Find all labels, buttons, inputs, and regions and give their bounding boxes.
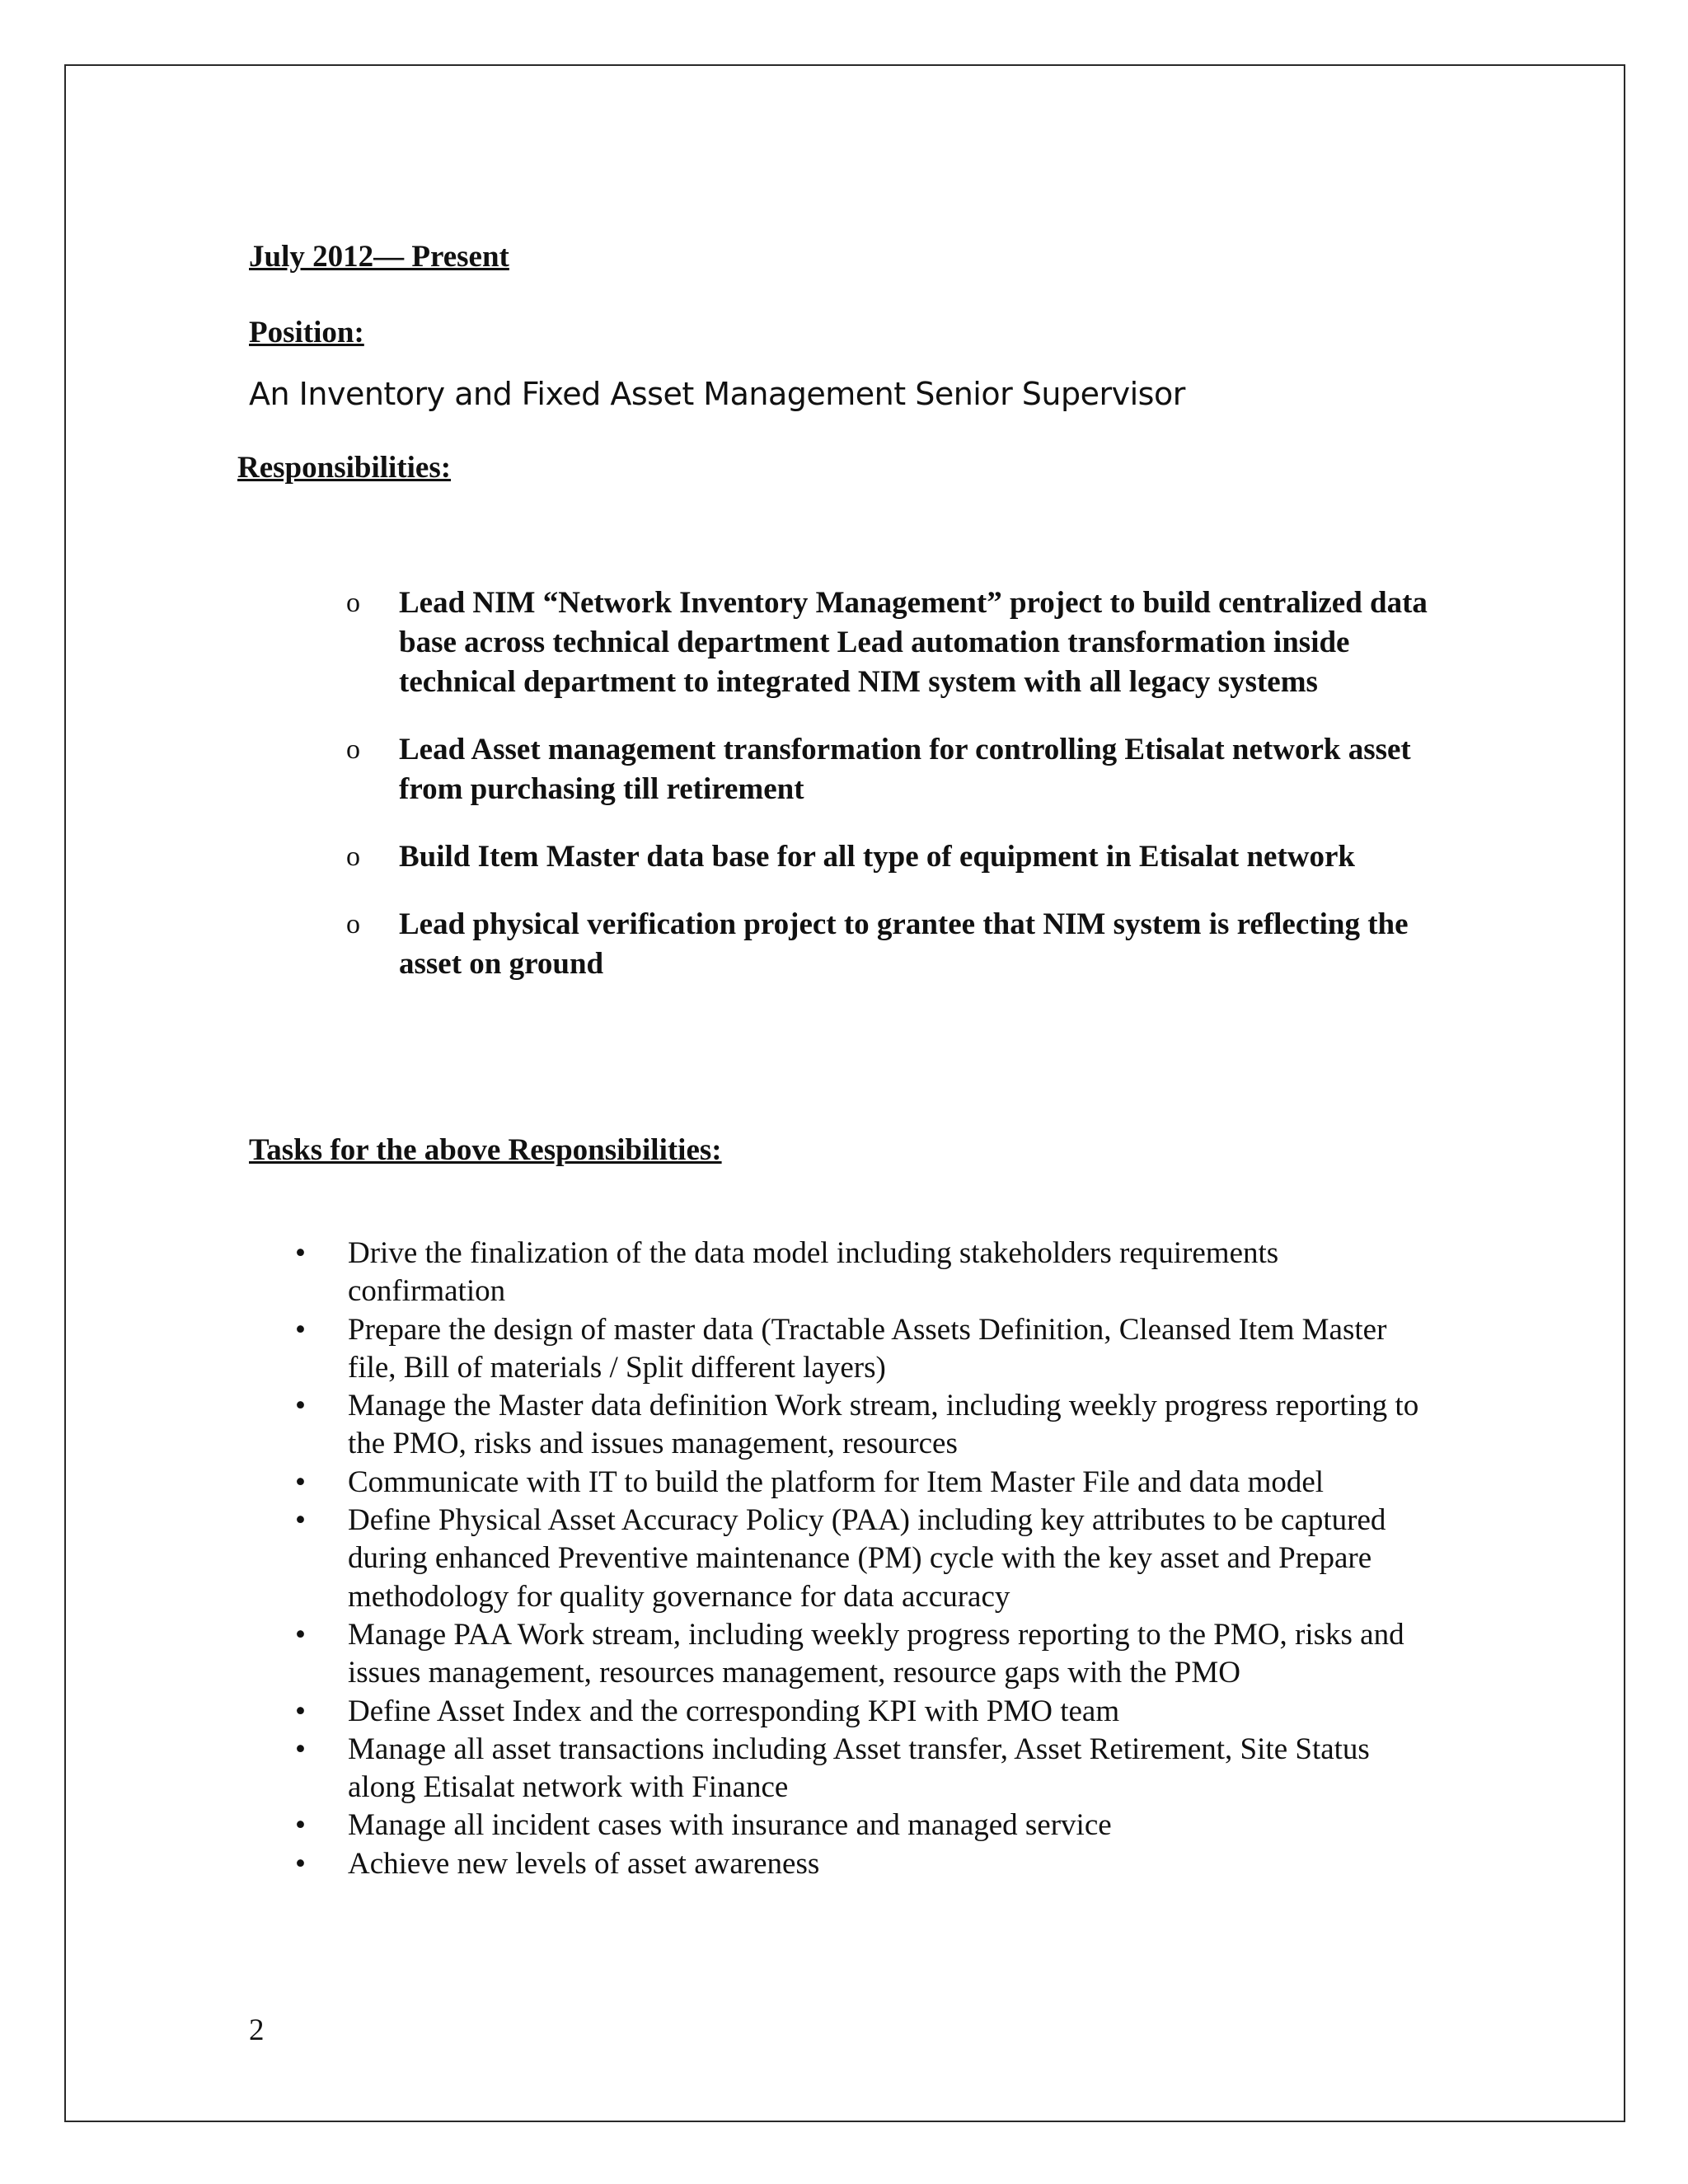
task-text: Prepare the design of master data (Tractable Assets Definition, Cleansed Item Master file, Bill of materials / Split different layers) — [348, 1312, 1387, 1385]
task-item — [293, 1845, 1431, 1883]
bullet-icon: • — [295, 1389, 306, 1423]
task-item — [293, 1502, 1431, 1616]
task-item — [293, 1616, 1431, 1693]
task-item — [293, 1464, 1431, 1502]
bullet-icon: • — [295, 1732, 306, 1766]
task-item — [293, 1731, 1431, 1807]
responsibilities-list — [346, 583, 1451, 1012]
responsibility-text: Lead NIM “Network Inventory Management” project to build centralized data base across technical department Lead automation transformation inside technical department to integrated NIM system with all legacy systems — [399, 586, 1428, 699]
bullet-icon: • — [295, 1808, 306, 1843]
task-text: Manage the Master data definition Work stream, including weekly progress reporting to the PMO, risks and issues management, resources — [348, 1389, 1419, 1461]
bullet-icon: • — [295, 1312, 306, 1347]
page-number: 2 — [249, 2013, 265, 2047]
task-text: Achieve new levels of asset awareness — [348, 1846, 820, 1881]
date-range-heading: July 2012— Present — [249, 240, 509, 274]
responsibility-text: Lead physical verification project to grantee that NIM system is reflecting the asset on ground — [399, 907, 1409, 981]
task-item — [293, 1693, 1431, 1731]
task-text: Manage all incident cases with insurance and managed service — [348, 1808, 1112, 1843]
tasks-list — [293, 1235, 1431, 1883]
task-text: Communicate with IT to build the platform for Item Master File and data model — [348, 1465, 1325, 1499]
position-label: Position: — [249, 316, 364, 349]
bullet-icon: • — [295, 1465, 306, 1499]
task-text: Manage PAA Work stream, including weekly progress reporting to the PMO, risks and issues management, resources management, resource gaps with the PMO — [348, 1617, 1404, 1690]
bullet-icon: • — [295, 1846, 306, 1881]
circle-bullet-icon: o — [346, 909, 360, 940]
circle-bullet-icon: o — [346, 588, 360, 618]
circle-bullet-icon: o — [346, 734, 360, 765]
circle-bullet-icon: o — [346, 841, 360, 872]
responsibilities-heading: Responsibilities: — [237, 451, 452, 485]
bullet-icon: • — [295, 1617, 306, 1652]
position-title: An Inventory and Fixed Asset Management Senior Supervisor — [249, 376, 1185, 412]
task-item — [293, 1807, 1431, 1844]
task-item — [293, 1311, 1431, 1388]
task-text: Drive the finalization of the data model including stakeholders requirements confirmation — [348, 1236, 1279, 1309]
bullet-icon: • — [295, 1503, 306, 1538]
responsibility-item — [346, 583, 1451, 702]
responsibility-text: Build Item Master data base for all type of equipment in Etisalat network — [399, 840, 1356, 874]
bullet-icon: • — [295, 1236, 306, 1270]
task-item — [293, 1235, 1431, 1311]
bullet-icon: • — [295, 1694, 306, 1728]
task-text: Define Asset Index and the corresponding KPI with PMO team — [348, 1694, 1120, 1728]
responsibility-item — [346, 837, 1451, 877]
task-text: Define Physical Asset Accuracy Policy (PAA) including key attributes to be captured during enhanced Preventive maintenance (PM) cycle with the key asset and Prepare methodology for quality governance for data accuracy — [348, 1503, 1386, 1614]
responsibility-item — [346, 730, 1451, 809]
tasks-heading: Tasks for the above Responsibilities: — [249, 1133, 722, 1167]
task-text: Manage all asset transactions including Asset transfer, Asset Retirement, Site Status along Etisalat network with Finance — [348, 1732, 1370, 1805]
task-item — [293, 1387, 1431, 1464]
responsibility-item — [346, 905, 1451, 984]
responsibility-text: Lead Asset management transformation for controlling Etisalat network asset from purchasing till retirement — [399, 733, 1411, 806]
